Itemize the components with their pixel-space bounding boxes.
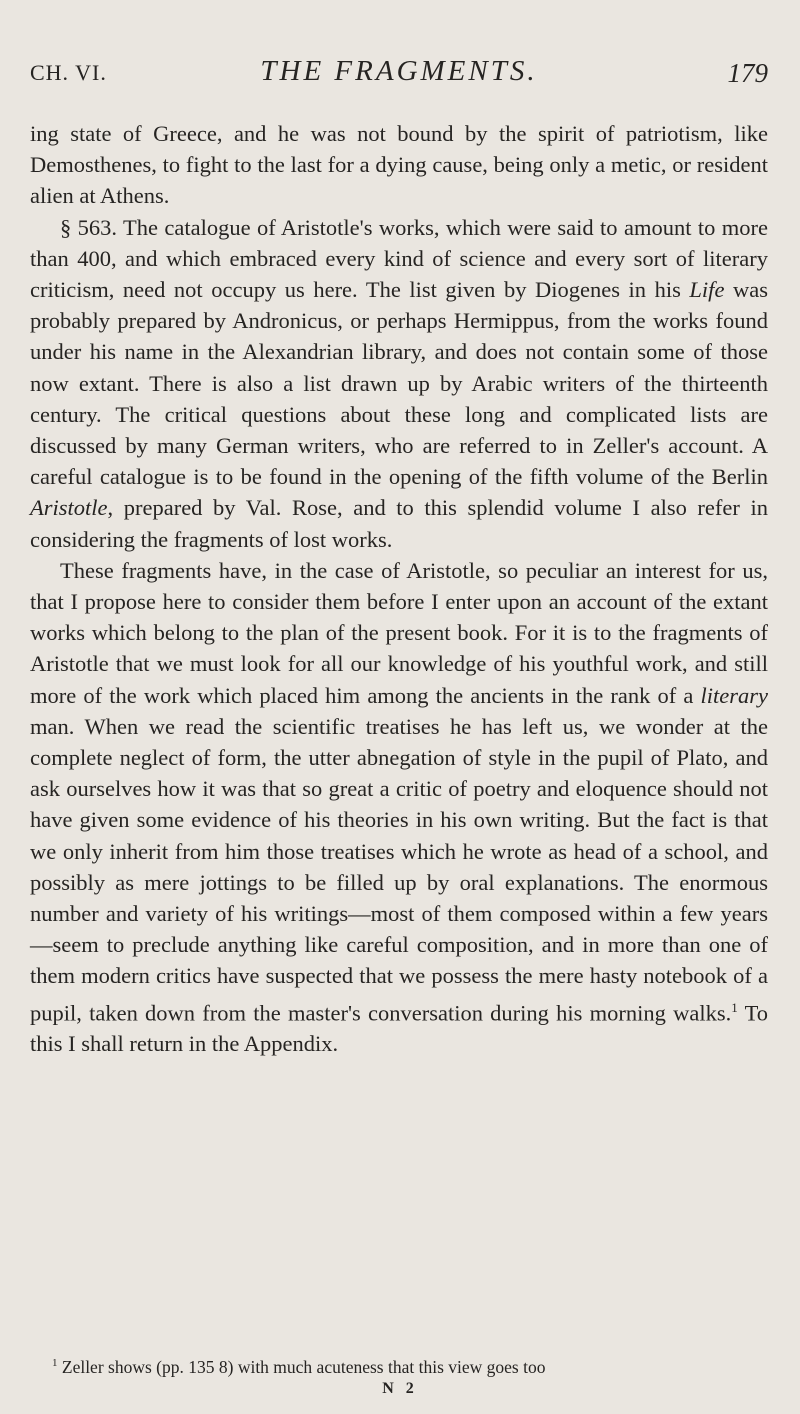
running-head	[30, 50, 768, 90]
chapter-label: CH. VI.	[30, 60, 107, 85]
paragraph-continuation	[30, 118, 768, 212]
running-title: THE FRAGMENTS.	[260, 55, 538, 87]
footnote-marker: 1	[52, 1357, 58, 1369]
body-text	[30, 118, 768, 1060]
footnote	[30, 1350, 768, 1380]
paragraph-text: ing state of Greece, and he was not bound by the spirit of patriotism, like Demosthenes, to fight to the last for a dying cause, being only a metic, or resident alien at Athens.	[30, 121, 768, 209]
italic-word-literary: literary	[700, 682, 768, 708]
signature-mark: N 2	[382, 1380, 418, 1397]
italic-title-aristotle: Aristotle	[30, 495, 108, 521]
footnote-text: Zeller shows (pp. 135 8) with much acuteness that this view goes too	[57, 1356, 546, 1377]
page-number: 179	[727, 58, 768, 88]
italic-title-life: Life	[689, 277, 725, 303]
paragraph-text: was probably prepared by Andronicus, or perhaps Hermippus, from the works found under his name in the Alexandrian library, and does not contain some of those now extant. There is also a list drawn up by Arabic writers of the thirteenth century. The critical questions about these long and complicated lists are discussed by many German writers, who are referred to in Zeller's account. A careful catalogue is to be found in the opening of the fifth volume of the Berlin	[30, 277, 768, 490]
paragraph-text: § 563. The catalogue of Aristotle's works, which were said to amount to more than 400, and which embraced every kind of science and every sort of literary criticism, need not occupy us here. The list given by Diogenes in his	[30, 214, 768, 303]
paragraph-text: , prepared by Val. Rose, and to this splendid volume I also refer in considering the fragments of lost works.	[30, 495, 768, 552]
paragraph-text: These fragments have, in the case of Aristotle, so peculiar an interest for us, that I propose here to consider them before I enter upon an account of the extant works which belong to the plan of the present book. For it is to the fragments of Aristotle that we must look for all our knowledge of his youthful work, and still more of the work which placed him among the ancients in the rank of a	[30, 557, 768, 708]
footnote-reference: 1	[731, 999, 738, 1015]
paragraph-text: To this I shall return in the Appendix.	[30, 1000, 768, 1057]
paragraph-section-563	[30, 212, 768, 555]
paragraph-text: man. When we read the scientific treatises he has left us, we wonder at the complete neglect of form, the utter abnegation of style in the pupil of Plato, and ask ourselves how it was that so great a critic of poetry and eloquence should not have given some evidence of his theories in his own writing. But the fact is that we only inherit from him those treatises which he wrote as head of a school, and possibly as mere jottings to be filled up by oral explanations. The enormous number and variety of his writings—most of them composed within a few years—seem to preclude anything like careful composition, and in more than one of them modern critics have suspected that we possess the mere hasty notebook of a pupil, taken down from the master's conversation during his morning walks.	[30, 713, 768, 1026]
paragraph-fragments	[30, 555, 768, 1060]
